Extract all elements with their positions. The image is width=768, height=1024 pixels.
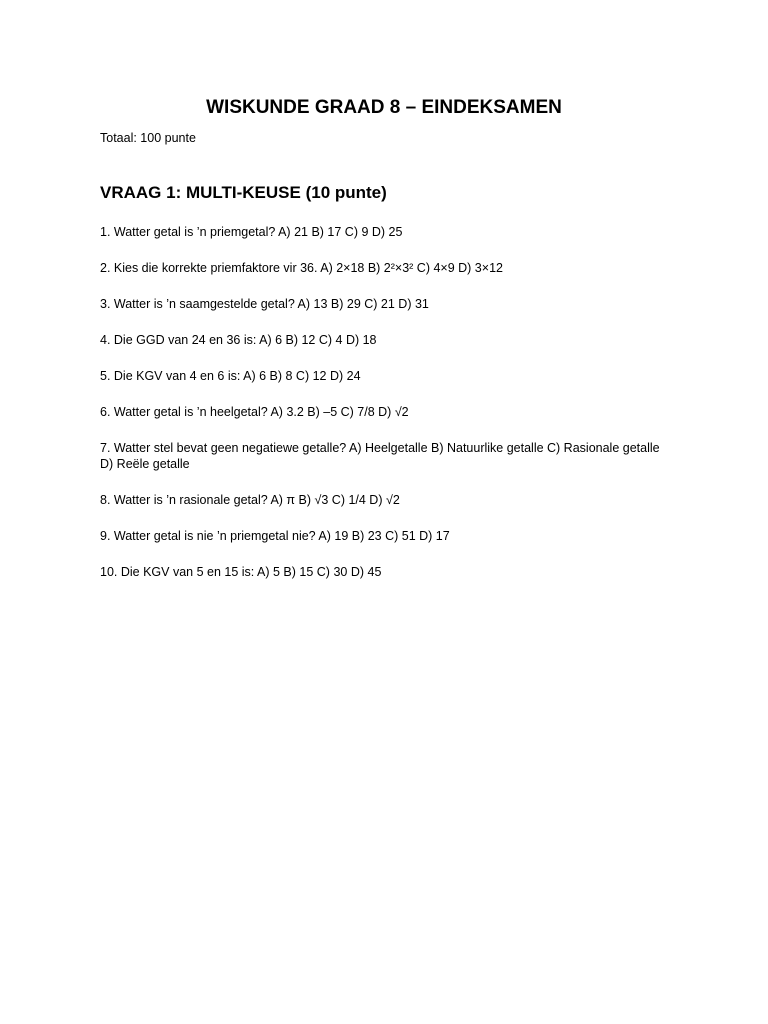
question-item: 7. Watter stel bevat geen negatiewe getalle? A) Heelgetalle B) Natuurlike getalle C) Rasionale getalle D) Reële getalle [100, 441, 660, 471]
section-heading: VRAAG 1: MULTI-KEUSE (10 punte) [100, 183, 387, 202]
question-list [100, 224, 660, 600]
question-item: 10. Die KGV van 5 en 15 is: A) 5 B) 15 C) 30 D) 45 [100, 565, 382, 579]
question-item: 3. Watter is ’n saamgestelde getal? A) 13 B) 29 C) 21 D) 31 [100, 297, 429, 311]
question-item: 6. Watter getal is ’n heelgetal? A) 3.2 B) –5 C) 7/8 D) √2 [100, 405, 409, 419]
page-title: WISKUNDE GRAAD 8 – EINDEKSAMEN [206, 97, 562, 118]
question-item: 9. Watter getal is nie ’n priemgetal nie? A) 19 B) 23 C) 51 D) 17 [100, 529, 450, 543]
question-item: 8. Watter is ’n rasionale getal? A) π B) √3 C) 1/4 D) √2 [100, 493, 400, 507]
total-points: Totaal: 100 punte [100, 131, 196, 145]
question-item: 5. Die KGV van 4 en 6 is: A) 6 B) 8 C) 12 D) 24 [100, 369, 361, 383]
question-item: 2. Kies die korrekte priemfaktore vir 36. A) 2×18 B) 2²×3² C) 4×9 D) 3×12 [100, 261, 503, 275]
question-item: 4. Die GGD van 24 en 36 is: A) 6 B) 12 C) 4 D) 18 [100, 333, 377, 347]
question-item: 1. Watter getal is ’n priemgetal? A) 21 B) 17 C) 9 D) 25 [100, 225, 403, 239]
